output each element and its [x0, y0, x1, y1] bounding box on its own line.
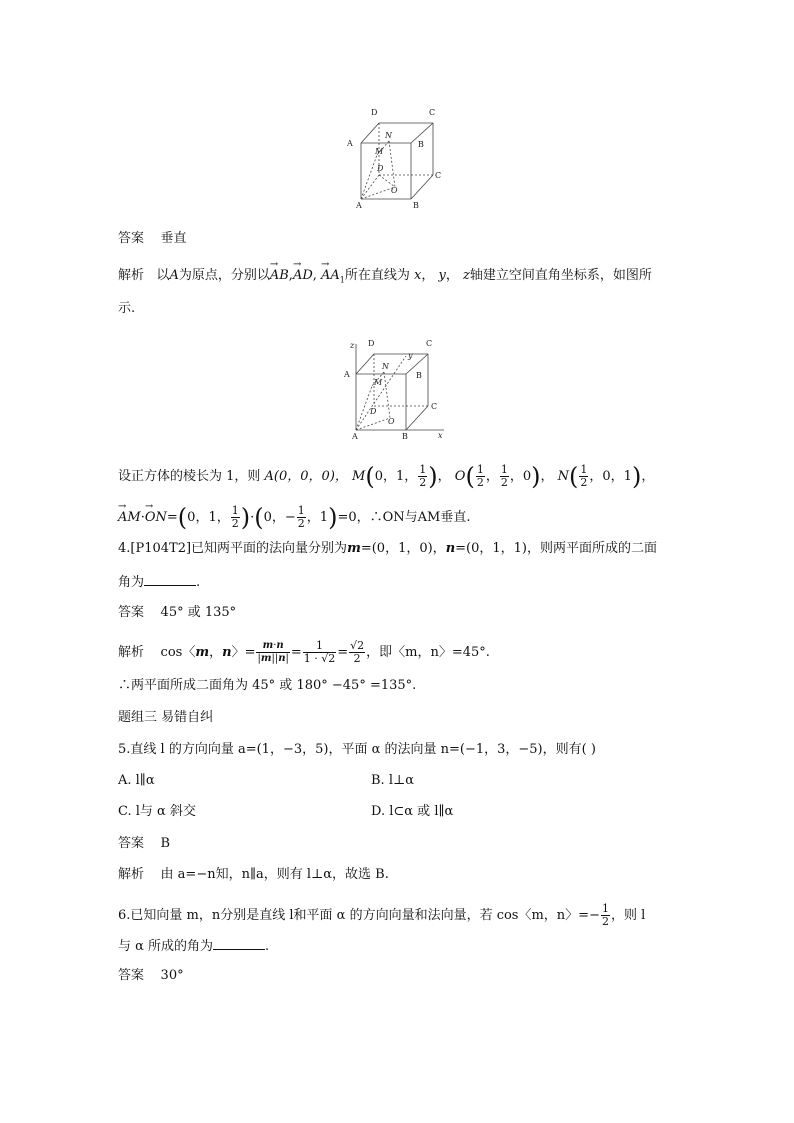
vector-am: → AM: [118, 510, 141, 526]
q6-stem-line-1: [118, 903, 645, 928]
vector-ab: → AB: [270, 268, 289, 284]
fig2-label-d: D: [370, 407, 377, 416]
q4-conclusion-line: ∴两平面所成二面角为 45° 或 180° −45° =135°.: [118, 678, 417, 693]
point-a: A: [169, 268, 179, 283]
answer-value: 30°: [160, 968, 184, 983]
fig1-label-c1: C: [429, 108, 436, 117]
answer-label: 答案: [118, 968, 145, 983]
answer-value: 垂直: [160, 231, 187, 246]
text: .: [265, 939, 270, 954]
q5-option-c: C. l与 α 斜交: [118, 804, 196, 819]
text: cos〈: [160, 645, 196, 660]
q4-stem-line-2: [118, 573, 200, 591]
text: =0，∴ON与AM垂直.: [337, 510, 471, 525]
text: 4.[P104T2]已知两平面的法向量分别为: [118, 541, 348, 556]
q4-answer-line: [118, 605, 236, 621]
q5-option-d: D. l⊂α 或 l∥α: [371, 804, 454, 819]
text: 轴建立空间直角坐标系，如图所: [469, 268, 652, 283]
text: 6.已知向量 m，n分别是直线 l和平面 α 的方向向量和法向量，若 cos〈m，n〉=−: [118, 908, 600, 923]
axis-y: y: [438, 268, 446, 283]
coord-m: M: [352, 469, 366, 484]
fig2-label-c1: C: [426, 339, 433, 348]
text: ，即〈m，n〉=45°.: [366, 645, 490, 660]
q3-analysis-line-1: 解析 以A为原点，分别以→ AB,→ AD, → $AA_1$所在直线为 x， y， z轴建立空间直角坐标系，如图所: [118, 268, 652, 289]
q4-analysis-line: 解析 cos〈m，n〉= $\frac{m\cdot n}{|m||n|}$ = $\frac{1}{1 \cdot √2}$ = $\frac{√2}{2}$ ，即〈m，n〉=45°.: [118, 639, 490, 665]
vector-ad: → AD: [293, 268, 313, 284]
analysis-label: 解析: [118, 645, 145, 660]
cube-figure-1: [345, 103, 445, 211]
q3-analysis-line-2: 示.: [118, 301, 136, 316]
q6-stem-line-2: [118, 937, 269, 955]
answer-label: 答案: [118, 231, 145, 246]
answer-label: 答案: [118, 605, 145, 620]
fig2-label-x: x: [438, 431, 443, 440]
coord-n: N: [557, 469, 570, 484]
text: ，则 l: [610, 908, 646, 923]
coord-o: O: [454, 469, 466, 484]
cube-figure-2: [340, 334, 450, 444]
text: 〉=: [231, 645, 256, 660]
fig1-label-d1: D: [371, 108, 378, 117]
text: 角为: [118, 575, 145, 590]
fig2-label-d1: D: [368, 339, 375, 348]
text: 与 α 所成的角为: [118, 939, 214, 954]
q5-answer-line: [118, 836, 170, 852]
answer-label: 答案: [118, 836, 145, 851]
fig2-label-m: M: [374, 378, 383, 387]
answer-blank: [213, 937, 265, 950]
answer-value: B: [160, 836, 171, 851]
q6-answer-line: [118, 968, 184, 984]
text: =(0，1，0)，: [360, 541, 446, 556]
vector-n: n: [445, 541, 456, 556]
fig1-label-n: N: [385, 131, 392, 140]
q5-option-a: A. l∥α: [118, 773, 155, 788]
answer-blank: [144, 573, 196, 586]
fig2-label-b: B: [402, 432, 408, 441]
q4-stem-line-1: [118, 541, 657, 557]
frac-den: 1 · √2: [303, 652, 336, 665]
analysis-label: 解析: [118, 867, 145, 882]
text: 以: [156, 268, 170, 283]
vector-on: → ON: [145, 510, 167, 526]
text: 为原点，分别以: [178, 268, 270, 283]
fig2-label-b1: B: [416, 371, 422, 380]
group3-heading: 题组三 易错自纠: [118, 710, 214, 725]
axis-x: x: [414, 268, 422, 283]
text: 所在直线为: [344, 268, 410, 283]
q3-answer-line: [118, 231, 187, 247]
fig1-label-a: A: [356, 201, 362, 210]
fig1-label-d: D: [377, 164, 384, 173]
q3-dot-product-line: → AM·→ ON=(0，1， $\frac{1}{2}$ )·(0，− $\frac{1}{2}$ ，1)=0，∴ON与AM垂直.: [118, 505, 470, 530]
fig2-label-y: y: [408, 351, 413, 360]
text: =(0，1，1)，则两平面所成的二面: [455, 541, 657, 556]
fig1-label-b: B: [413, 201, 419, 210]
fig2-label-n: N: [382, 362, 389, 371]
q5-option-b: B. l⊥α: [371, 773, 414, 788]
fig2-label-o: O: [388, 417, 395, 426]
fig2-label-z: z: [350, 341, 355, 350]
text: .: [196, 575, 201, 590]
fig2-label-a1: A: [344, 370, 350, 379]
analysis-label: 解析: [118, 268, 145, 283]
frac-num: 1: [601, 902, 609, 915]
q5-stem: 5.直线 l 的方向向量 a=(1，−3，5)，平面 α 的法向量 n=(−1，3，−5)，则有( ): [118, 742, 596, 757]
fig1-label-o: O: [391, 186, 398, 195]
fig2-label-c: C: [431, 402, 438, 411]
vector-aa1: → AA: [321, 268, 340, 284]
axis-z: z: [463, 268, 470, 283]
frac-den: 2: [353, 652, 361, 665]
q3-coordinates-line: 设正方体的棱长为 1，则 A(0，0，0)， M(0，1， $\frac{1}{2}$ )， O( $\frac{1}{2}$ ， $\frac{1}{2}$ ，0)， N( $\frac{1}{2}$ ，0，1)，: [118, 462, 655, 491]
fig1-label-c: C: [435, 171, 442, 180]
text: 设正方体的棱长为 1，则: [118, 469, 261, 484]
fig1-label-m: M: [375, 147, 384, 156]
fig2-label-a: A: [352, 432, 358, 441]
answer-value: 45° 或 135°: [160, 605, 237, 620]
frac-num: 1: [303, 640, 337, 653]
vector-m: m: [347, 541, 361, 556]
fig1-label-b1: B: [418, 140, 424, 149]
fig1-label-a1: A: [347, 139, 353, 148]
frac-num: √2: [350, 639, 365, 652]
frac-den: 2: [601, 915, 609, 928]
coord-a: A(0，0，0)，: [264, 469, 348, 484]
q5-analysis-line: [118, 867, 389, 883]
text: 由 a=−n知，n∥a，则有 l⊥α，故选 B.: [160, 867, 389, 882]
